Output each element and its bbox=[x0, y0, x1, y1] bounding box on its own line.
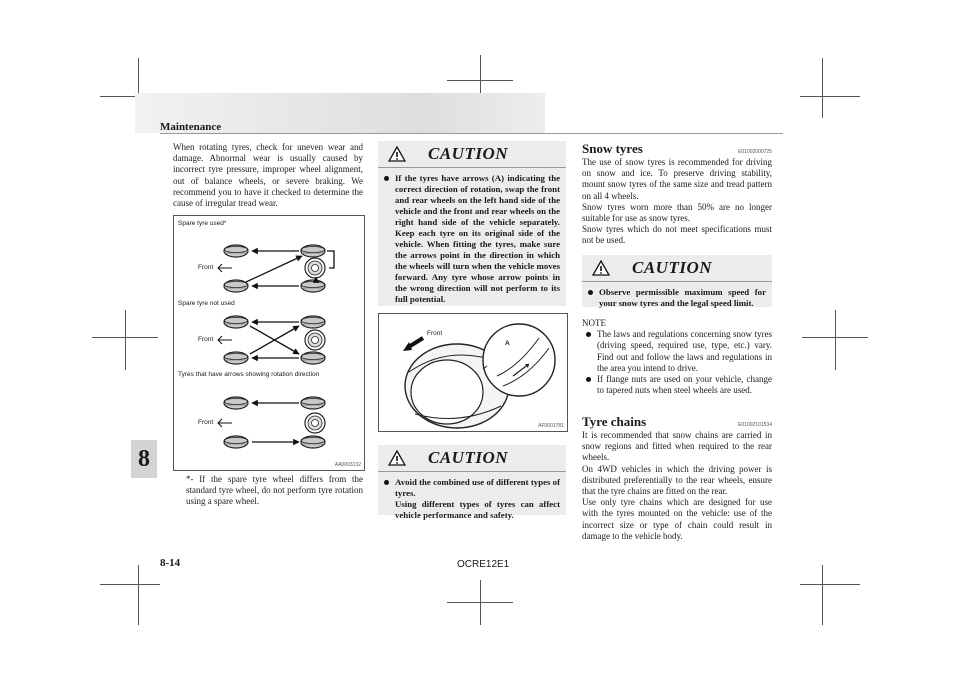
bullet-icon bbox=[586, 332, 591, 337]
rotation-figure bbox=[173, 215, 365, 471]
front-label: Front bbox=[427, 330, 443, 337]
caution-box-mixed-tyres bbox=[378, 445, 566, 520]
warning-icon bbox=[592, 260, 610, 276]
tyre-chains-heading bbox=[582, 413, 772, 429]
snow-paragraph-2: Snow tyres worn more than 50% are no longer suitable for use as snow tyres. bbox=[582, 201, 772, 224]
chapter-tab: 8 bbox=[131, 440, 157, 478]
caution-text-1: Avoid the combined use of different types of tyres. bbox=[395, 477, 560, 498]
snow-paragraph-3: Snow tyres which do not meet specifications must not be used. bbox=[582, 224, 772, 246]
snow-tyres-code: E01002000725 bbox=[738, 149, 772, 155]
label-spare-not-used: Spare tyre not used bbox=[178, 300, 235, 307]
caution-box-arrows bbox=[378, 141, 566, 306]
label-spare-used: Spare tyre used* bbox=[178, 220, 227, 227]
page-section-title: Maintenance bbox=[160, 121, 222, 133]
caution-title: CAUTION bbox=[632, 258, 713, 277]
rotation-diagram bbox=[174, 216, 364, 470]
chains-paragraph-2: On 4WD vehicles in which the driving power is distributed preferentially to the rear wheels, ensure that the tyre chains are fitted on the rear. bbox=[582, 463, 772, 497]
front-label-1: Front bbox=[198, 264, 214, 271]
bullet-icon bbox=[588, 290, 593, 295]
tyre-chains-title: Tyre chains bbox=[582, 414, 647, 429]
snow-tyres-title: Snow tyres bbox=[582, 141, 643, 156]
note-item-1: The laws and regulations concerning snow tyres (driving speed, required use, type, etc.) vary. Find out and follow the laws and regulations in the area you intend to drive. bbox=[597, 329, 772, 373]
caution-text: If the tyres have arrows (A) indicating the correct direction of rotation, swap the front and rear wheels on the left hand side of the vehicle and the front and rear wheels on the right hand side of the vehicle separately. Keep each tyre on its original side of the vehicle. When fitting the tyres, make sure the arrows point in the direction in which the wheels will turn when the vehicle moves forward. Any tyre whose arrow points in the wrong direction will not perform to its full potential. bbox=[395, 173, 560, 304]
note-label: NOTE bbox=[582, 318, 606, 328]
figure-code: AF0001781 bbox=[538, 423, 564, 429]
figure-code: AA0003132 bbox=[334, 462, 361, 468]
note-block bbox=[582, 318, 772, 396]
footnote: *- If the spare tyre wheel differs from the standard tyre wheel, do not perform tyre rotation using a spare wheel. bbox=[186, 474, 363, 507]
mark-a: A bbox=[505, 340, 510, 347]
warning-icon bbox=[388, 450, 406, 466]
document-code: OCRE12E1 bbox=[457, 559, 510, 570]
tyre-arrow-diagram bbox=[379, 314, 567, 431]
caution-text: Observe permissible maximum speed for your snow tyres and the legal speed limit. bbox=[599, 287, 766, 308]
bullet-icon bbox=[384, 480, 389, 485]
caution-text-2: Using different types of tyres can affect vehicle performance and safety. bbox=[395, 499, 560, 520]
caution-title: CAUTION bbox=[428, 144, 509, 163]
note-item-2: If flange nuts are used on your vehicle, change to tapered nuts when steel wheels are used. bbox=[597, 374, 772, 396]
header-rule bbox=[160, 133, 783, 134]
snow-paragraph-1: The use of snow tyres is recommended for driving on snow and ice. To preserve driving stability, mount snow tyres of the same size and tread pattern on all 4 wheels. bbox=[582, 157, 772, 201]
tyre-chains-code: E01002101534 bbox=[738, 422, 772, 428]
snow-tyres-heading bbox=[582, 140, 772, 156]
front-label-3: Front bbox=[198, 419, 214, 426]
page-number: 8-14 bbox=[160, 557, 181, 569]
chains-paragraph-1: It is recommended that snow chains are carried in snow regions and fitted when required to the rear wheels. bbox=[582, 430, 772, 463]
tyre-arrow-figure bbox=[378, 313, 568, 432]
label-arrow-tyres: Tyres that have arrows showing rotation direction bbox=[178, 371, 320, 378]
warning-icon bbox=[388, 146, 406, 162]
rotation-intro: When rotating tyres, check for uneven wear and damage. Abnormal wear is usually caused by incorrect tyre pressure, improper wheel alignment, out of balance wheels, or severe braking. We recommend you to have it checked to determine the cause of irregular tread wear. bbox=[173, 142, 363, 209]
caution-title: CAUTION bbox=[428, 448, 509, 467]
front-label-2: Front bbox=[198, 336, 214, 343]
bullet-icon bbox=[384, 176, 389, 181]
chains-paragraph-3: Use only tyre chains which are designed for use with the tyres mounted on the vehicle: use of the incorrect size or type of chain could result in damage to the vehicle body. bbox=[582, 497, 772, 541]
snow-tyres-body bbox=[582, 157, 772, 247]
caution-box-speed bbox=[582, 255, 772, 307]
tyre-chains-body bbox=[582, 430, 772, 542]
bullet-icon bbox=[586, 377, 591, 382]
